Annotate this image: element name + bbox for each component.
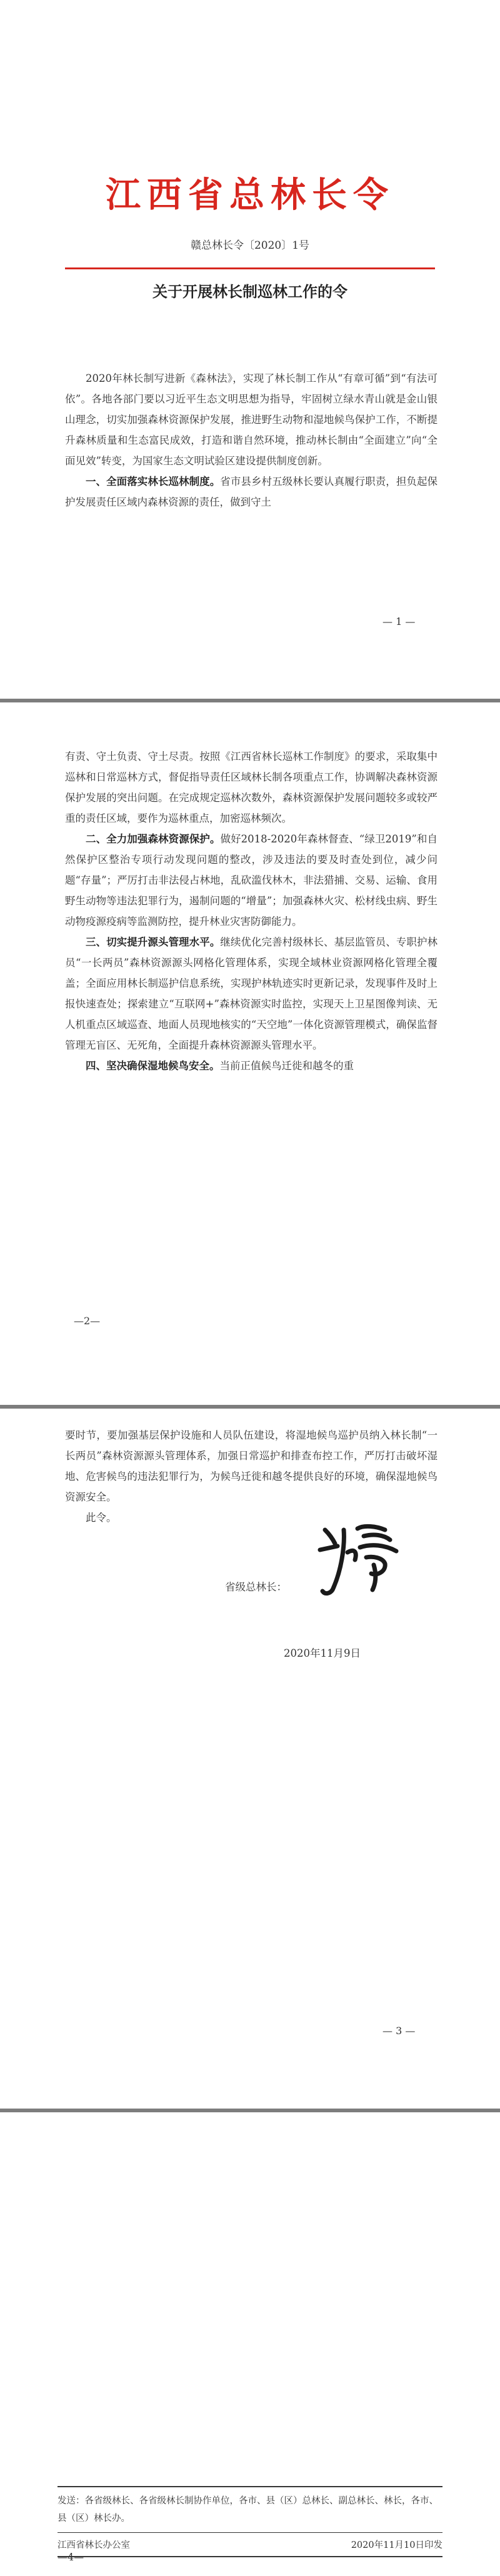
continued-paragraph: 有责、守土负责、守土尽责。按照《江西省林长巡林工作制度》的要求，采取集中巡林和日常巡林方式，督促指导责任区域林长制各项重点工作，协调解决森林资源保护发展的突出问题。在完成规定巡林次数外，森林资源保护发展问题较多或较严重的责任区域，要作为巡林重点，加密巡林频次。 [65, 751, 438, 824]
document-page-1 [0, 0, 500, 699]
document-page-4 [0, 2112, 500, 2576]
section-1-paragraph [65, 471, 438, 512]
section-4-paragraph [65, 1056, 438, 1076]
distribution-list: 发送：各省级林长、各省级林长制协作单位，各市、县（区）总林长、副总林长、林长，各市、县（区）林长办。 [58, 2496, 438, 2524]
intro-paragraph: 2020年林长制写进新《森林法》，实现了林长制工作从“有章可循”到“有法可依”。各地各部门要以习近平生态文明思想为指导，牢固树立绿水青山就是金山银山理念，切实加强森林资源保护发展，推进野生动物和湿地候鸟保护工作，不断提升森林质量和生态富民成效，打造和谐自然环境，推动林长制由“全面建立”向“全面见效”转变，为国家生态文明试验区建设提供制度创新。 [65, 372, 438, 467]
section-2-heading: 二、全力加强森林资源保护。 [86, 833, 221, 845]
document-title: 关于开展林长制巡林工作的令 [152, 282, 348, 301]
signature-date: 2020年11月9日 [284, 1647, 361, 1659]
document-number: 赣总林长令〔2020〕1号 [190, 239, 310, 252]
handwritten-signature [311, 1516, 405, 1610]
page3-body [65, 1425, 438, 1528]
document-page-2 [0, 702, 500, 1405]
footer-bottom-rule [58, 2556, 442, 2557]
page-number: — 1 — [382, 616, 416, 627]
document-heading: 江西省总林长令 [106, 174, 394, 216]
page-number: —2— [74, 1315, 101, 1327]
issuing-office: 江西省林长办公室 [58, 2540, 130, 2550]
page-number: —4— [58, 2551, 84, 2563]
signature-label: 省级总林长： [225, 1581, 287, 1593]
page1-body [65, 368, 438, 512]
section-2-text: 做好2018-2020年森林督查、“绿卫2019”和自然保护区整治专项行动发现问题的整改，涉及违法的要及时查处到位，减少问题“存量”；严厉打击非法侵占林地，乱砍滥伐林木，非法猎捕、交易、运输、食用野生动物等违法犯罪行为，遏制问题的“增量”；加强森林火灾、松材线虫病、野生动物疫源疫病等监测防控，提升林业灾害防御能力。 [65, 833, 438, 927]
issue-date: 2020年11月10日印发 [351, 2540, 442, 2550]
section-3-heading: 三、切实提升源头管理水平。 [86, 936, 221, 948]
section-4-text: 当前正值候鸟迁徙和越冬的重 [219, 1060, 354, 1072]
section-3-paragraph [65, 932, 438, 1056]
section-1-text: 省市县乡村五级林长要认真履行职责，担负起保护发展责任区域内森林资源的责任，做到守土 [65, 476, 438, 508]
section-1-heading: 一、全面落实林长巡林制度。 [86, 476, 221, 487]
section-2-paragraph [65, 829, 438, 932]
section-4-heading: 四、坚决确保湿地候鸟安全。 [86, 1060, 220, 1072]
page2-body [65, 746, 438, 1076]
red-divider [65, 267, 435, 269]
document-page-3 [0, 1409, 500, 2109]
section-3-text: 继续优化完善村级林长、基层监管员、专职护林员“一长两员”森林资源源头网格化管理体系，实现全域林业资源网格化管理全覆盖；全面应用林长制巡护信息系统，实现护林轨迹实时更新记录，发现事件及时上报快速查处；探索建立“互联网+”森林资源实时监控，实现天上卫星图像判读、无人机重点区域巡查、地面人员现地核实的“天空地”一体化资源管理模式，确保监督管理无盲区、无死角，全面提升森林资源源头管理水平。 [65, 936, 438, 1051]
continued-paragraph: 要时节，要加强基层保护设施和人员队伍建设，将湿地候鸟巡护员纳入林长制“一长两员”森林资源源头管理体系，加强日常巡护和排查布控工作，严厉打击破坏湿地、危害候鸟的违法犯罪行为，为候鸟迁徙和越冬提供良好的环境，确保湿地候鸟资源安全。 [65, 1429, 438, 1503]
page-number: — 3 — [382, 2025, 416, 2037]
issuance-line [58, 2533, 442, 2556]
closing-paragraph: 此令。 [86, 1512, 117, 1524]
document-footer [58, 2486, 442, 2557]
